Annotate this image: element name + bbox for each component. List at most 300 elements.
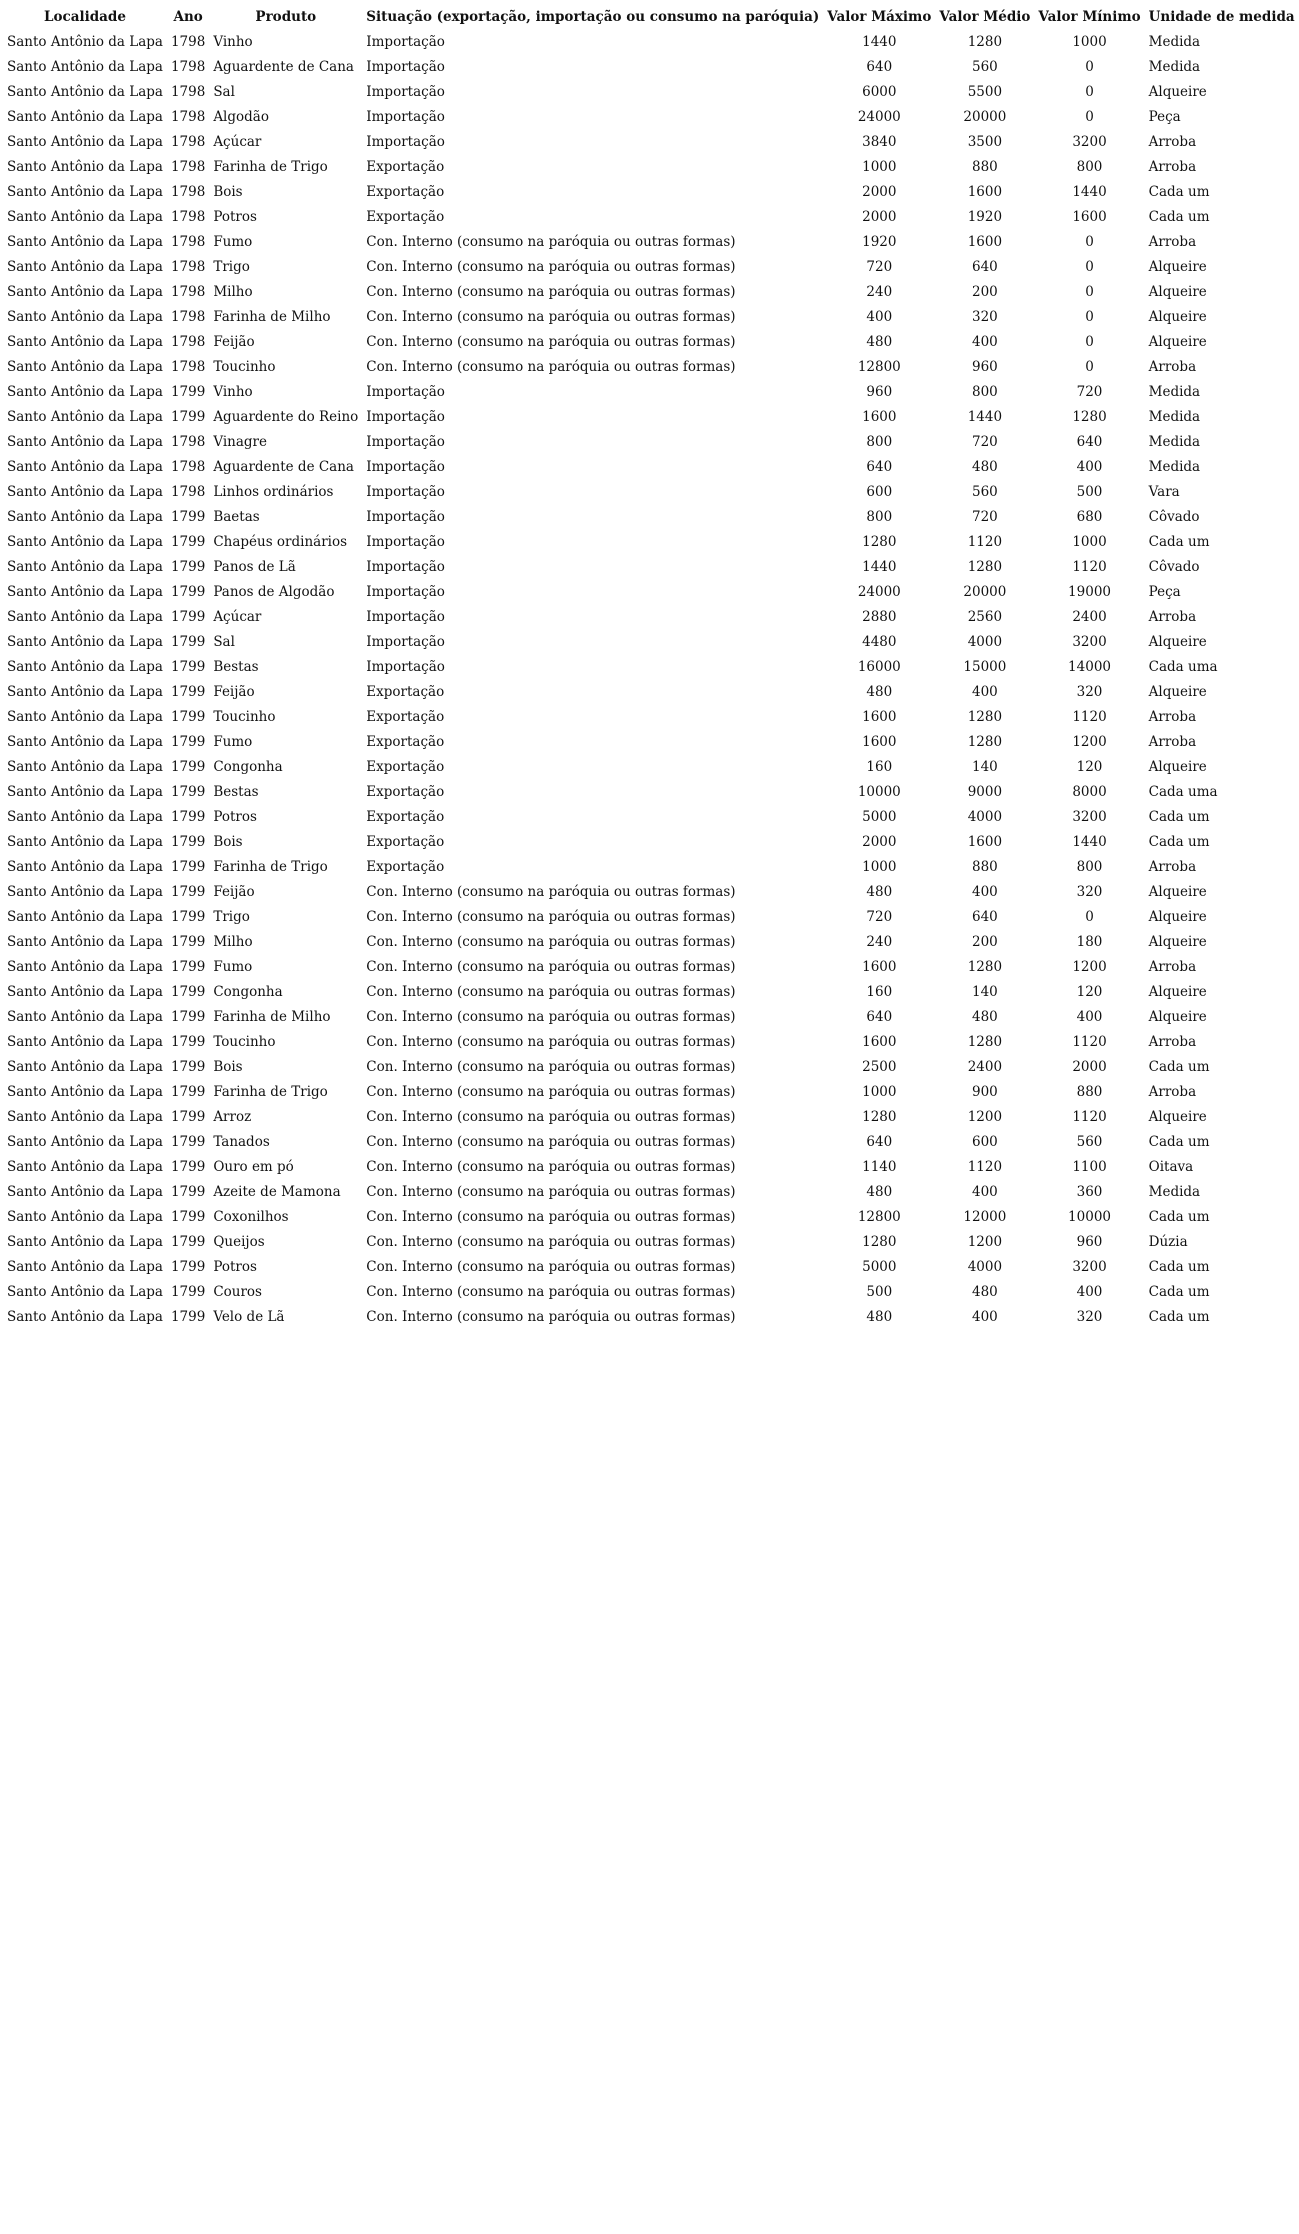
cell-unidade: Arroba	[1148, 358, 1197, 375]
cell-valor-maximo: 480	[866, 333, 893, 350]
table-row	[5, 1179, 1299, 1204]
cell-ano: 1799	[170, 558, 206, 575]
table-row	[5, 254, 1299, 279]
cell-valor-medio: 1280	[967, 558, 1003, 575]
table-row	[5, 229, 1299, 254]
cell-valor-maximo: 2880	[862, 608, 897, 625]
cell-unidade: Cada um	[1148, 1283, 1210, 1300]
cell-unidade: Arroba	[1148, 733, 1197, 750]
cell-valor-maximo: 800	[866, 508, 893, 525]
cell-valor-minimo: 0	[1085, 283, 1094, 300]
cell-produto: Milho	[213, 933, 253, 950]
cell-situacao: Con. Interno (consumo na paróquia ou outras formas)	[366, 1083, 736, 1100]
cell-valor-maximo: 1600	[862, 1033, 897, 1050]
table-row	[5, 604, 1299, 629]
cell-ano: 1799	[170, 758, 206, 775]
cell-valor-minimo: 19000	[1068, 583, 1111, 600]
cell-localidade: Santo Antônio da Lapa	[7, 983, 163, 1000]
cell-valor-minimo: 3200	[1072, 1258, 1107, 1275]
cell-valor-medio: 720	[971, 508, 998, 525]
header-situacao: Situação (exportação, importação ou consumo na paróquia)	[366, 9, 820, 25]
cell-ano: 1798	[170, 33, 206, 50]
cell-valor-maximo: 1000	[862, 858, 897, 875]
table-header	[5, 5, 1299, 29]
cell-valor-maximo: 640	[866, 1133, 893, 1150]
cell-valor-minimo: 0	[1085, 333, 1094, 350]
cell-ano: 1798	[170, 208, 206, 225]
cell-ano: 1799	[170, 383, 206, 400]
cell-localidade: Santo Antônio da Lapa	[7, 508, 163, 525]
cell-unidade: Alqueire	[1148, 883, 1207, 900]
cell-localidade: Santo Antônio da Lapa	[7, 1308, 163, 1325]
cell-valor-medio: 20000	[963, 108, 1007, 125]
cell-produto: Farinha de Milho	[213, 1008, 331, 1025]
cell-unidade: Alqueire	[1148, 933, 1207, 950]
cell-produto: Farinha de Milho	[213, 308, 331, 325]
cell-localidade: Santo Antônio da Lapa	[7, 683, 163, 700]
cell-ano: 1798	[170, 483, 206, 500]
cell-valor-maximo: 1280	[862, 533, 897, 550]
cell-situacao: Importação	[366, 108, 445, 125]
table-row	[5, 504, 1299, 529]
cell-valor-maximo: 500	[866, 1283, 893, 1300]
cell-produto: Congonha	[213, 758, 283, 775]
cell-valor-minimo: 360	[1076, 1183, 1103, 1200]
cell-produto: Congonha	[213, 983, 283, 1000]
cell-unidade: Alqueire	[1148, 908, 1207, 925]
cell-unidade: Arroba	[1148, 158, 1197, 175]
cell-valor-minimo: 1440	[1072, 833, 1107, 850]
cell-localidade: Santo Antônio da Lapa	[7, 358, 163, 375]
cell-produto: Toucinho	[213, 358, 276, 375]
cell-ano: 1799	[170, 1083, 206, 1100]
cell-localidade: Santo Antônio da Lapa	[7, 858, 163, 875]
table-row	[5, 1129, 1299, 1154]
cell-situacao: Con. Interno (consumo na paróquia ou outras formas)	[366, 1183, 736, 1200]
cell-unidade: Cada um	[1148, 208, 1210, 225]
cell-unidade: Arroba	[1148, 1083, 1197, 1100]
cell-situacao: Con. Interno (consumo na paróquia ou outras formas)	[366, 1133, 736, 1150]
cell-localidade: Santo Antônio da Lapa	[7, 1058, 163, 1075]
cell-situacao: Con. Interno (consumo na paróquia ou outras formas)	[366, 983, 736, 1000]
table-row	[5, 904, 1299, 929]
cell-valor-medio: 200	[971, 933, 998, 950]
cell-localidade: Santo Antônio da Lapa	[7, 333, 163, 350]
table-row	[5, 854, 1299, 879]
cell-produto: Coxonilhos	[213, 1208, 289, 1225]
cell-situacao: Importação	[366, 658, 445, 675]
cell-localidade: Santo Antônio da Lapa	[7, 258, 163, 275]
cell-valor-medio: 320	[971, 308, 998, 325]
cell-unidade: Alqueire	[1148, 83, 1207, 100]
cell-localidade: Santo Antônio da Lapa	[7, 533, 163, 550]
table-row	[5, 354, 1299, 379]
cell-unidade: Cada um	[1148, 1133, 1210, 1150]
cell-ano: 1799	[170, 658, 206, 675]
cell-valor-medio: 2560	[967, 608, 1003, 625]
table-row	[5, 379, 1299, 404]
cell-valor-medio: 880	[971, 158, 998, 175]
cell-valor-medio: 1280	[967, 958, 1003, 975]
cell-situacao: Importação	[366, 458, 445, 475]
cell-produto: Tanados	[213, 1133, 270, 1150]
table-row	[5, 129, 1299, 154]
cell-valor-minimo: 0	[1085, 58, 1094, 75]
table-row	[5, 1079, 1299, 1104]
cell-localidade: Santo Antônio da Lapa	[7, 558, 163, 575]
cell-valor-medio: 560	[971, 58, 998, 75]
cell-unidade: Alqueire	[1148, 1008, 1207, 1025]
cell-situacao: Con. Interno (consumo na paróquia ou outras formas)	[366, 933, 736, 950]
cell-ano: 1798	[170, 158, 206, 175]
cell-localidade: Santo Antônio da Lapa	[7, 583, 163, 600]
cell-produto: Bestas	[213, 658, 259, 675]
cell-ano: 1799	[170, 1208, 206, 1225]
cell-valor-minimo: 120	[1076, 983, 1103, 1000]
cell-valor-minimo: 2000	[1072, 1058, 1107, 1075]
table-row	[5, 554, 1299, 579]
table-row	[5, 204, 1299, 229]
cell-valor-minimo: 400	[1076, 1008, 1103, 1025]
cell-situacao: Importação	[366, 33, 445, 50]
cell-localidade: Santo Antônio da Lapa	[7, 808, 163, 825]
table-row	[5, 879, 1299, 904]
cell-valor-minimo: 120	[1076, 758, 1103, 775]
cell-valor-medio: 900	[971, 1083, 998, 1100]
cell-situacao: Con. Interno (consumo na paróquia ou outras formas)	[366, 958, 736, 975]
table-row	[5, 679, 1299, 704]
cell-valor-maximo: 240	[866, 933, 893, 950]
cell-valor-minimo: 3200	[1072, 133, 1107, 150]
cell-localidade: Santo Antônio da Lapa	[7, 58, 163, 75]
cell-valor-maximo: 2500	[862, 1058, 897, 1075]
cell-unidade: Cada um	[1148, 808, 1210, 825]
cell-localidade: Santo Antônio da Lapa	[7, 883, 163, 900]
cell-situacao: Con. Interno (consumo na paróquia ou outras formas)	[366, 308, 736, 325]
cell-situacao: Con. Interno (consumo na paróquia ou outras formas)	[366, 1283, 736, 1300]
cell-ano: 1799	[170, 633, 206, 650]
table-row	[5, 1254, 1299, 1279]
cell-ano: 1798	[170, 333, 206, 350]
cell-localidade: Santo Antônio da Lapa	[7, 308, 163, 325]
table-row	[5, 829, 1299, 854]
cell-unidade: Medida	[1148, 433, 1201, 450]
cell-produto: Farinha de Trigo	[213, 1083, 328, 1100]
cell-valor-medio: 12000	[963, 1208, 1007, 1225]
cell-valor-medio: 640	[971, 908, 998, 925]
table-row	[5, 1054, 1299, 1079]
cell-unidade: Medida	[1148, 458, 1201, 475]
cell-unidade: Dúzia	[1148, 1233, 1188, 1250]
cell-produto: Queijos	[213, 1233, 265, 1250]
cell-valor-maximo: 640	[866, 58, 893, 75]
cell-ano: 1799	[170, 908, 206, 925]
cell-produto: Azeite de Mamona	[213, 1183, 341, 1200]
cell-localidade: Santo Antônio da Lapa	[7, 1258, 163, 1275]
cell-situacao: Importação	[366, 583, 445, 600]
cell-localidade: Santo Antônio da Lapa	[7, 483, 163, 500]
cell-valor-minimo: 0	[1085, 358, 1094, 375]
cell-situacao: Importação	[366, 508, 445, 525]
cell-valor-minimo: 1000	[1072, 533, 1107, 550]
cell-valor-medio: 480	[971, 458, 998, 475]
table-row	[5, 579, 1299, 604]
cell-valor-maximo: 1440	[862, 33, 897, 50]
cell-situacao: Exportação	[366, 733, 445, 750]
cell-unidade: Arroba	[1148, 958, 1197, 975]
cell-unidade: Arroba	[1148, 608, 1197, 625]
cell-valor-minimo: 0	[1085, 258, 1094, 275]
cell-unidade: Cada um	[1148, 533, 1210, 550]
cell-localidade: Santo Antônio da Lapa	[7, 433, 163, 450]
cell-situacao: Importação	[366, 608, 445, 625]
cell-produto: Trigo	[213, 908, 250, 925]
cell-valor-maximo: 1600	[862, 733, 897, 750]
table-row	[5, 429, 1299, 454]
cell-localidade: Santo Antônio da Lapa	[7, 1108, 163, 1125]
cell-valor-maximo: 1280	[862, 1233, 897, 1250]
cell-produto: Linhos ordinários	[213, 483, 334, 500]
table-row	[5, 304, 1299, 329]
cell-localidade: Santo Antônio da Lapa	[7, 658, 163, 675]
cell-ano: 1799	[170, 1308, 206, 1325]
cell-produto: Ouro em pó	[213, 1158, 294, 1175]
cell-unidade: Cada um	[1148, 1258, 1210, 1275]
cell-valor-minimo: 400	[1076, 1283, 1103, 1300]
cell-ano: 1799	[170, 608, 206, 625]
table-row	[5, 704, 1299, 729]
cell-ano: 1798	[170, 133, 206, 150]
cell-produto: Aguardente de Cana	[213, 58, 354, 75]
cell-valor-maximo: 960	[866, 383, 893, 400]
cell-valor-medio: 640	[971, 258, 998, 275]
cell-valor-maximo: 480	[866, 1308, 893, 1325]
cell-valor-maximo: 1000	[862, 158, 897, 175]
cell-ano: 1798	[170, 308, 206, 325]
cell-valor-medio: 1600	[967, 183, 1003, 200]
cell-situacao: Con. Interno (consumo na paróquia ou outras formas)	[366, 283, 736, 300]
cell-produto: Aguardente de Cana	[213, 458, 354, 475]
cell-valor-medio: 800	[971, 383, 998, 400]
cell-valor-minimo: 1120	[1072, 558, 1107, 575]
cell-valor-medio: 5500	[967, 83, 1003, 100]
cell-produto: Vinho	[213, 383, 253, 400]
cell-unidade: Medida	[1148, 33, 1201, 50]
cell-situacao: Importação	[366, 558, 445, 575]
cell-produto: Potros	[213, 1258, 257, 1275]
cell-produto: Panos de Algodão	[213, 583, 335, 600]
cell-valor-medio: 1280	[967, 33, 1003, 50]
cell-valor-maximo: 1140	[862, 1158, 897, 1175]
cell-valor-maximo: 480	[866, 883, 893, 900]
cell-valor-minimo: 1600	[1072, 208, 1107, 225]
cell-unidade: Medida	[1148, 383, 1201, 400]
cell-unidade: Côvado	[1148, 508, 1200, 525]
cell-ano: 1799	[170, 683, 206, 700]
cell-unidade: Cada um	[1148, 1058, 1210, 1075]
cell-valor-maximo: 720	[866, 908, 893, 925]
cell-valor-maximo: 160	[866, 758, 893, 775]
cell-valor-minimo: 3200	[1072, 808, 1107, 825]
cell-unidade: Alqueire	[1148, 258, 1207, 275]
table-row	[5, 79, 1299, 104]
cell-ano: 1799	[170, 508, 206, 525]
table-row	[5, 629, 1299, 654]
cell-produto: Potros	[213, 808, 257, 825]
header-produto: Produto	[255, 9, 317, 25]
cell-localidade: Santo Antônio da Lapa	[7, 108, 163, 125]
cell-produto: Velo de Lã	[213, 1308, 285, 1325]
cell-unidade: Cada uma	[1148, 783, 1218, 800]
cell-produto: Vinho	[213, 33, 253, 50]
cell-produto: Fumo	[213, 233, 253, 250]
cell-valor-minimo: 0	[1085, 908, 1094, 925]
table-row	[5, 454, 1299, 479]
cell-produto: Arroz	[213, 1108, 252, 1125]
cell-unidade: Arroba	[1148, 1033, 1197, 1050]
cell-situacao: Con. Interno (consumo na paróquia ou outras formas)	[366, 233, 736, 250]
cell-localidade: Santo Antônio da Lapa	[7, 758, 163, 775]
cell-produto: Açúcar	[213, 133, 262, 150]
cell-produto: Feijão	[213, 683, 255, 700]
cell-ano: 1798	[170, 358, 206, 375]
cell-unidade: Alqueire	[1148, 758, 1207, 775]
cell-unidade: Arroba	[1148, 233, 1197, 250]
cell-produto: Sal	[213, 633, 235, 650]
table-row	[5, 654, 1299, 679]
cell-ano: 1798	[170, 108, 206, 125]
cell-valor-medio: 20000	[963, 583, 1007, 600]
cell-ano: 1799	[170, 1108, 206, 1125]
cell-valor-medio: 15000	[963, 658, 1007, 675]
cell-valor-medio: 4000	[967, 1258, 1003, 1275]
cell-situacao: Con. Interno (consumo na paróquia ou outras formas)	[366, 883, 736, 900]
cell-situacao: Exportação	[366, 783, 445, 800]
cell-produto: Potros	[213, 208, 257, 225]
cell-situacao: Con. Interno (consumo na paróquia ou outras formas)	[366, 1008, 736, 1025]
cell-valor-medio: 720	[971, 433, 998, 450]
cell-ano: 1799	[170, 533, 206, 550]
cell-valor-maximo: 2000	[862, 208, 897, 225]
cell-unidade: Medida	[1148, 1183, 1201, 1200]
cell-valor-maximo: 1920	[862, 233, 897, 250]
cell-ano: 1799	[170, 1183, 206, 1200]
cell-localidade: Santo Antônio da Lapa	[7, 133, 163, 150]
cell-localidade: Santo Antônio da Lapa	[7, 33, 163, 50]
cell-valor-medio: 1280	[967, 1033, 1003, 1050]
cell-ano: 1798	[170, 433, 206, 450]
header-localidade: Localidade	[44, 9, 126, 25]
cell-produto: Bois	[213, 1058, 243, 1075]
cell-valor-maximo: 160	[866, 983, 893, 1000]
cell-produto: Aguardente do Reino	[213, 408, 359, 425]
cell-valor-minimo: 1120	[1072, 708, 1107, 725]
cell-valor-minimo: 400	[1076, 458, 1103, 475]
header-unidade: Unidade de medida	[1148, 9, 1295, 25]
cell-valor-minimo: 640	[1076, 433, 1103, 450]
cell-situacao: Importação	[366, 483, 445, 500]
cell-ano: 1799	[170, 1058, 206, 1075]
cell-unidade: Arroba	[1148, 858, 1197, 875]
cell-produto: Panos de Lã	[213, 558, 296, 575]
cell-ano: 1798	[170, 58, 206, 75]
cell-unidade: Cada um	[1148, 1308, 1210, 1325]
cell-valor-maximo: 240	[866, 283, 893, 300]
cell-valor-minimo: 720	[1076, 383, 1103, 400]
cell-valor-maximo: 10000	[857, 783, 901, 800]
cell-valor-maximo: 24000	[857, 108, 901, 125]
cell-localidade: Santo Antônio da Lapa	[7, 783, 163, 800]
cell-situacao: Exportação	[366, 758, 445, 775]
cell-situacao: Exportação	[366, 683, 445, 700]
cell-localidade: Santo Antônio da Lapa	[7, 208, 163, 225]
cell-situacao: Con. Interno (consumo na paróquia ou outras formas)	[366, 1108, 736, 1125]
cell-localidade: Santo Antônio da Lapa	[7, 933, 163, 950]
cell-situacao: Con. Interno (consumo na paróquia ou outras formas)	[366, 908, 736, 925]
cell-produto: Vinagre	[213, 433, 267, 450]
cell-valor-medio: 1280	[967, 733, 1003, 750]
table-row	[5, 779, 1299, 804]
cell-situacao: Exportação	[366, 208, 445, 225]
cell-situacao: Con. Interno (consumo na paróquia ou outras formas)	[366, 1058, 736, 1075]
cell-unidade: Alqueire	[1148, 983, 1207, 1000]
cell-valor-maximo: 3840	[862, 133, 897, 150]
table-row	[5, 1029, 1299, 1054]
cell-ano: 1799	[170, 1133, 206, 1150]
cell-situacao: Importação	[366, 633, 445, 650]
table-row	[5, 329, 1299, 354]
cell-valor-maximo: 640	[866, 1008, 893, 1025]
cell-valor-minimo: 800	[1076, 858, 1103, 875]
table-row	[5, 1154, 1299, 1179]
cell-valor-minimo: 3200	[1072, 633, 1107, 650]
cell-unidade: Peça	[1148, 108, 1181, 125]
cell-valor-maximo: 4480	[862, 633, 897, 650]
cell-produto: Feijão	[213, 883, 255, 900]
table-row	[5, 754, 1299, 779]
cell-valor-maximo: 600	[866, 483, 893, 500]
cell-valor-medio: 4000	[967, 633, 1003, 650]
cell-ano: 1799	[170, 933, 206, 950]
cell-ano: 1799	[170, 1008, 206, 1025]
cell-valor-medio: 200	[971, 283, 998, 300]
cell-produto: Açúcar	[213, 608, 262, 625]
cell-valor-minimo: 0	[1085, 83, 1094, 100]
cell-localidade: Santo Antônio da Lapa	[7, 1083, 163, 1100]
cell-valor-maximo: 5000	[862, 1258, 897, 1275]
cell-valor-maximo: 400	[866, 308, 893, 325]
cell-ano: 1799	[170, 733, 206, 750]
cell-unidade: Alqueire	[1148, 683, 1207, 700]
table-row	[5, 479, 1299, 504]
cell-situacao: Con. Interno (consumo na paróquia ou outras formas)	[366, 1208, 736, 1225]
cell-unidade: Alqueire	[1148, 633, 1207, 650]
cell-unidade: Côvado	[1148, 558, 1200, 575]
cell-situacao: Importação	[366, 533, 445, 550]
cell-ano: 1799	[170, 958, 206, 975]
table-row	[5, 279, 1299, 304]
cell-valor-minimo: 0	[1085, 233, 1094, 250]
cell-valor-maximo: 800	[866, 433, 893, 450]
table-row	[5, 179, 1299, 204]
cell-valor-minimo: 1000	[1072, 33, 1107, 50]
cell-valor-medio: 4000	[967, 808, 1003, 825]
cell-localidade: Santo Antônio da Lapa	[7, 1008, 163, 1025]
cell-unidade: Cada um	[1148, 833, 1210, 850]
cell-produto: Couros	[213, 1283, 262, 1300]
cell-situacao: Importação	[366, 58, 445, 75]
cell-valor-maximo: 12800	[857, 358, 901, 375]
